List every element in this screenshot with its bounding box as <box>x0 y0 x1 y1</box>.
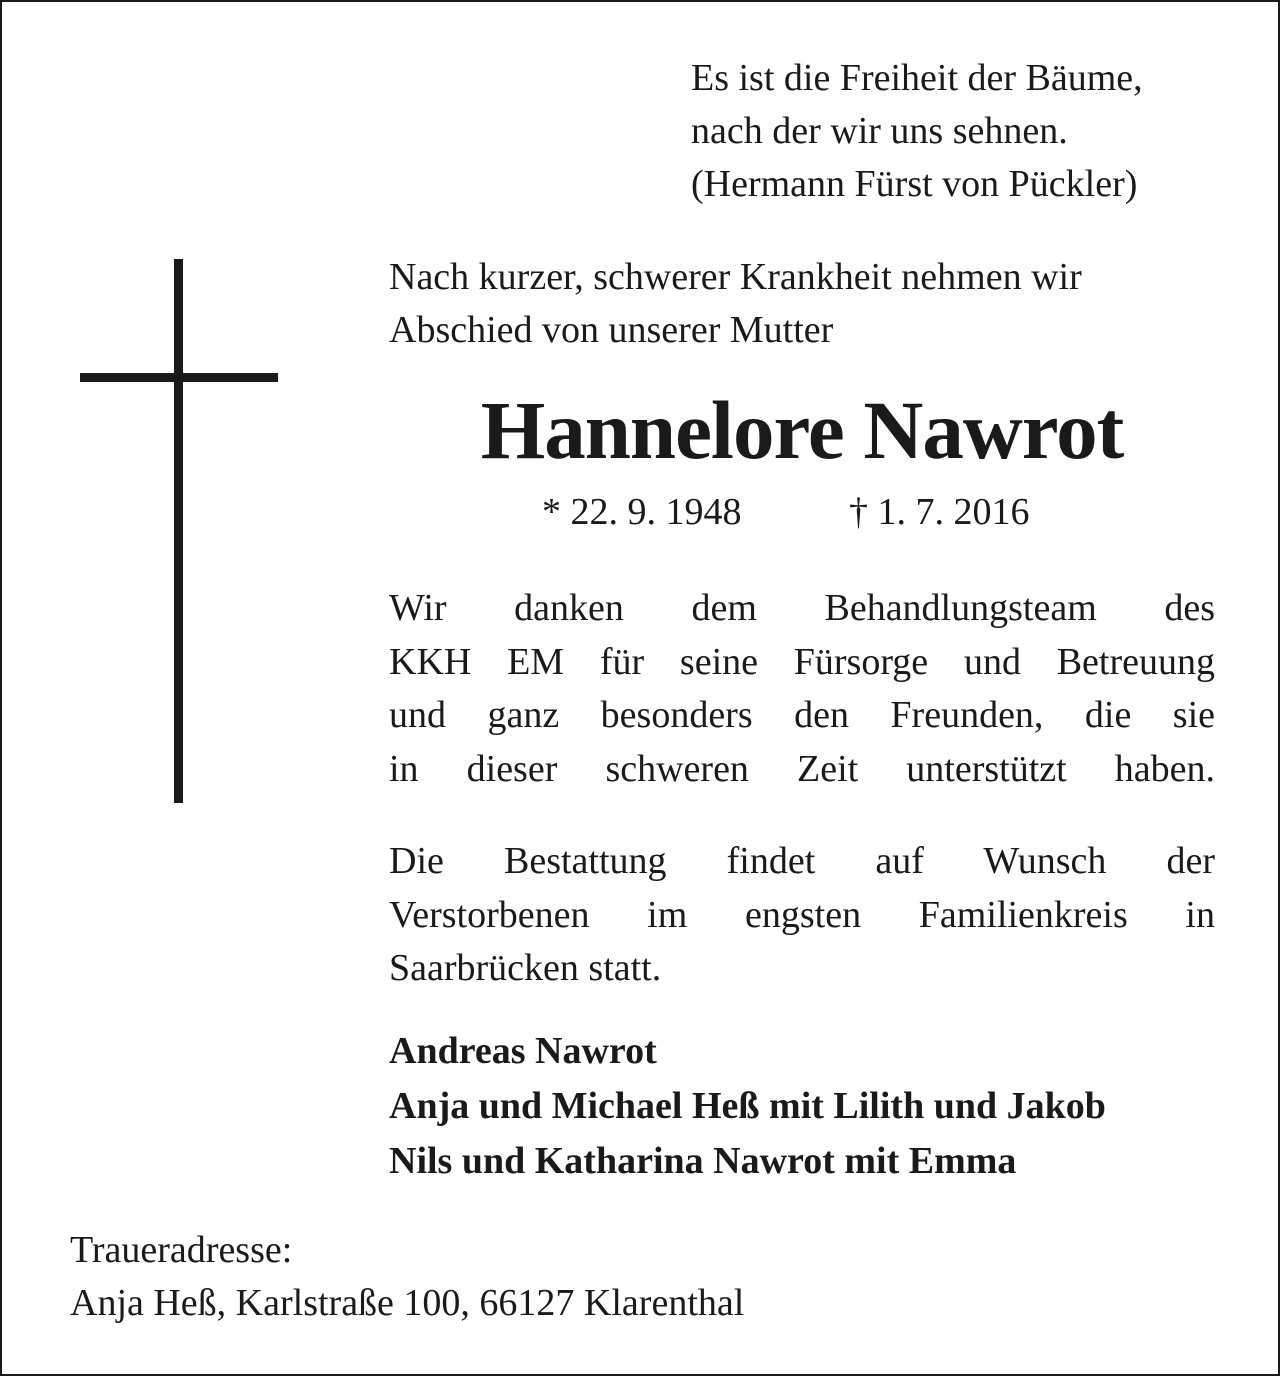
funeral-line: Die Bestattung findet auf Wunsch der <box>389 840 1215 882</box>
quote-line: nach der wir uns sehnen. <box>691 110 1068 152</box>
intro-line: Abschied von unserer Mutter <box>389 309 834 351</box>
intro-line: Nach kurzer, schwerer Krankheit nehmen wir <box>389 256 1082 298</box>
thanks-paragraph <box>389 582 1215 796</box>
cross-horizontal-bar <box>80 373 278 382</box>
intro-text <box>389 251 1215 357</box>
mourning-address <box>70 1224 744 1330</box>
cross-vertical-bar <box>174 259 183 803</box>
funeral-paragraph <box>389 835 1215 996</box>
thanks-line: und ganz besonders den Freunden, die sie <box>389 694 1215 736</box>
death-date: † 1. 7. 2016 <box>849 491 1030 533</box>
address-value: Anja Heß, Karlstraße 100, 66127 Klarenthal <box>70 1282 745 1324</box>
thanks-line: KKH EM für seine Fürsorge und Betreuung <box>389 640 1215 683</box>
mourner-line: Andreas Nawrot <box>389 1030 657 1072</box>
mourner-line: Nils und Katharina Nawrot mit Emma <box>389 1140 1017 1182</box>
epigraph-quote <box>691 52 1143 211</box>
quote-author: (Hermann Fürst von Pückler) <box>691 163 1138 205</box>
address-label: Traueradresse: <box>70 1229 293 1271</box>
mourners-list <box>389 1024 1215 1189</box>
funeral-line: Saarbrücken statt. <box>389 947 662 989</box>
deceased-name: Hannelore Nawrot <box>480 384 1124 476</box>
thanks-line: in dieser schweren Zeit unterstützt haben. <box>389 747 1215 790</box>
birth-date: * 22. 9. 1948 <box>542 491 742 533</box>
quote-line: Es ist die Freiheit der Bäume, <box>691 57 1143 99</box>
mourner-line: Anja und Michael Heß mit Lilith und Jakob <box>389 1085 1106 1127</box>
funeral-line: Verstorbenen im engsten Familienkreis in <box>389 893 1215 936</box>
thanks-line: Wir danken dem Behandlungsteam des <box>389 587 1215 629</box>
